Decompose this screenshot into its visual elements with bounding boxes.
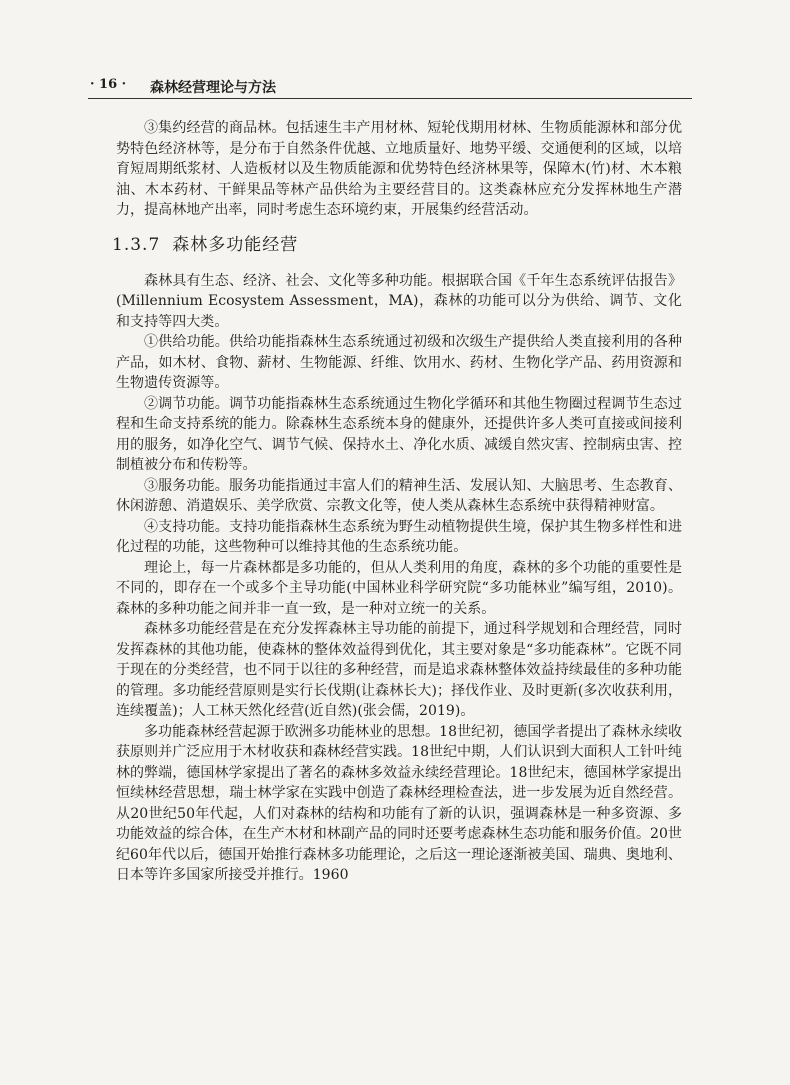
paragraph: ④支持功能。支持功能指森林生态系统为野生动植物提供生境，保护其生物多样性和进化过程的功能，这些物种可以维持其他的生态系统功能。 [116, 518, 682, 555]
page-number: · 16 · [90, 77, 127, 92]
paragraph: 理论上，每一片森林都是多功能的，但从人类利用的角度，森林的多个功能的重要性是不同的，即存在一个或多个主导功能(中国林业科学研究院“多功能林业”编写组，2010)。森林的多种功能之间并非一直一致，是一种对立统一的关系。 [116, 559, 682, 617]
paragraph: 多功能森林经营起源于欧洲多功能林业的思想。18世纪初，德国学者提出了森林永续收获原则并广泛应用于木材收获和森林经营实践。18世纪中期，人们认识到大面积人工针叶纯林的弊端，德国林学家提出了著名的森林多效益永续经营理论。18世纪末，德国林学家提出恒续林经营思想，瑞士林学家在实践中创造了森林经理检查法，进一步发展为近自然经营。从20世纪50年代起，人们对森林的结构和功能有了新的认识，强调森林是一种多资源、多功能效益的综合体，在生产木材和林副产品的同时还要考虑森林生态功能和服务价值。20世纪60年代以后，德国开始推行森林多功能理论，之后这一理论逐渐被美国、瑞典、奥地利、日本等许多国家所接受并推行。1960 [116, 723, 682, 883]
paragraph: 森林具有生态、经济、社会、文化等多种功能。根据联合国《千年生态系统评估报告》(Millennium Ecosystem Assessment，MA)，森林的功能可以分为供给、调节、文化和支持等四大类。 [116, 272, 682, 330]
running-header [88, 74, 692, 99]
page-body [112, 118, 682, 886]
paragraph: ①供给功能。供给功能指森林生态系统通过初级和次级生产提供给人类直接利用的各种产品，如木材、食物、薪材、生物能源、纤维、饮用水、药材、生物化学产品、药用资源和生物遗传资源等。 [116, 334, 682, 391]
section-number: 1.3.7 [112, 234, 161, 255]
section-title: 森林多功能经营 [172, 234, 299, 255]
paragraph: ②调节功能。调节功能指森林生态系统通过生物化学循环和其他生物圈过程调节生态过程和生命支持系统的能力。除森林生态系统本身的健康外，还提供许多人类可直接或间接利用的服务，如净化空气、调节气候、保持水土、净化水质、减缓自然灾害、控制病虫害、控制植被分布和传粉等。 [116, 395, 682, 473]
section-heading [112, 233, 682, 257]
paragraph: 森林多功能经营是在充分发挥森林主导功能的前提下，通过科学规划和合理经营，同时发挥森林的其他功能，使森林的整体效益得到优化，其主要对象是“多功能森林”。它既不同于现在的分类经营，也不同于以往的多种经营，而是追求森林整体效益持续最佳的多种功能的管理。多功能经营原则是实行长伐期(让森林长大)；择伐作业、及时更新(多次收获利用，连续覆盖)；人工林天然化经营(近自然)(张会儒，2019)。 [116, 621, 682, 719]
paragraph: ③服务功能。服务功能指通过丰富人们的精神生活、发展认知、大脑思考、生态教育、休闲游憩、消遣娱乐、美学欣赏、宗教文化等，使人类从森林生态系统中获得精神财富。 [116, 477, 682, 514]
book-title: 森林经营理论与方法 [150, 80, 276, 96]
paragraph: ③集约经营的商品林。包括速生丰产用材林、短轮伐期用材林、生物质能源林和部分优势特色经济林等，是分布于自然条件优越、立地质量好、地势平缓、交通便利的区域，以培育短周期纸浆材、人造板材以及生物质能源和优势特色经济林果等，保障木(竹)材、木本粮油、木本药材、干鲜果品等林产品供给为主要经营目的。这类森林应充分发挥林地生产潜力，提高林地产出率，同时考虑生态环境约束，开展集约经营活动。 [116, 120, 682, 218]
